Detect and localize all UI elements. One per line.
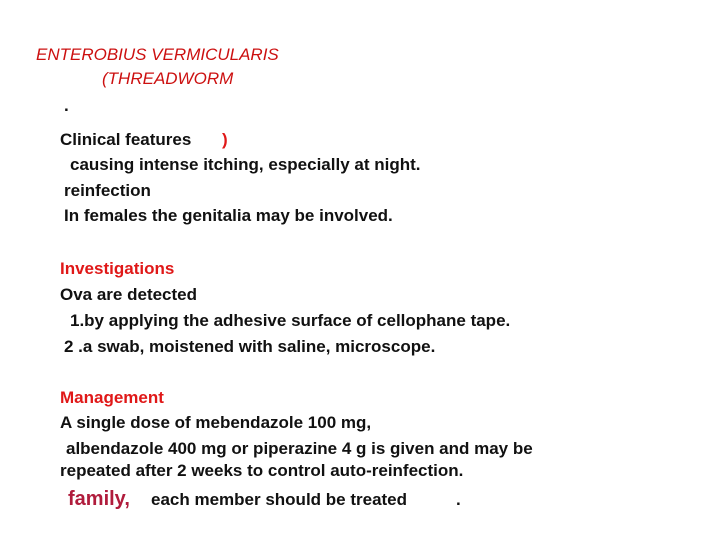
clinical-line-1: causing intense itching, especially at night. — [70, 155, 421, 174]
investigations-line-2: 1.by applying the adhesive surface of cellophane tape. — [70, 311, 511, 330]
clinical-features-heading: Clinical features — [60, 130, 192, 149]
trailing-dot: . — [456, 490, 461, 509]
marker-dot: . — [64, 96, 69, 115]
management-line-1: A single dose of mebendazole 100 mg, — [60, 413, 372, 432]
investigations-line-1: Ova are detected — [60, 285, 198, 304]
clinical-paren: ) — [222, 130, 228, 149]
clinical-line-2: reinfection — [64, 181, 151, 200]
title-line-1: ENTEROBIUS VERMICULARIS — [36, 45, 279, 64]
management-line-2: albendazole 400 mg or piperazine 4 g is given and may be — [66, 439, 533, 458]
investigations-line-3: 2 .a swab, moistened with saline, microscope. — [64, 337, 436, 356]
investigations-heading: Investigations — [60, 259, 175, 278]
family-word: family, — [68, 488, 130, 510]
clinical-line-3: In females the genitalia may be involved. — [64, 206, 393, 225]
title-line-2: (THREADWORM — [102, 69, 234, 88]
management-line-3: repeated after 2 weeks to control auto-reinfection. — [60, 461, 464, 480]
family-rest: each member should be treated — [151, 490, 408, 509]
management-heading: Management — [60, 388, 164, 407]
